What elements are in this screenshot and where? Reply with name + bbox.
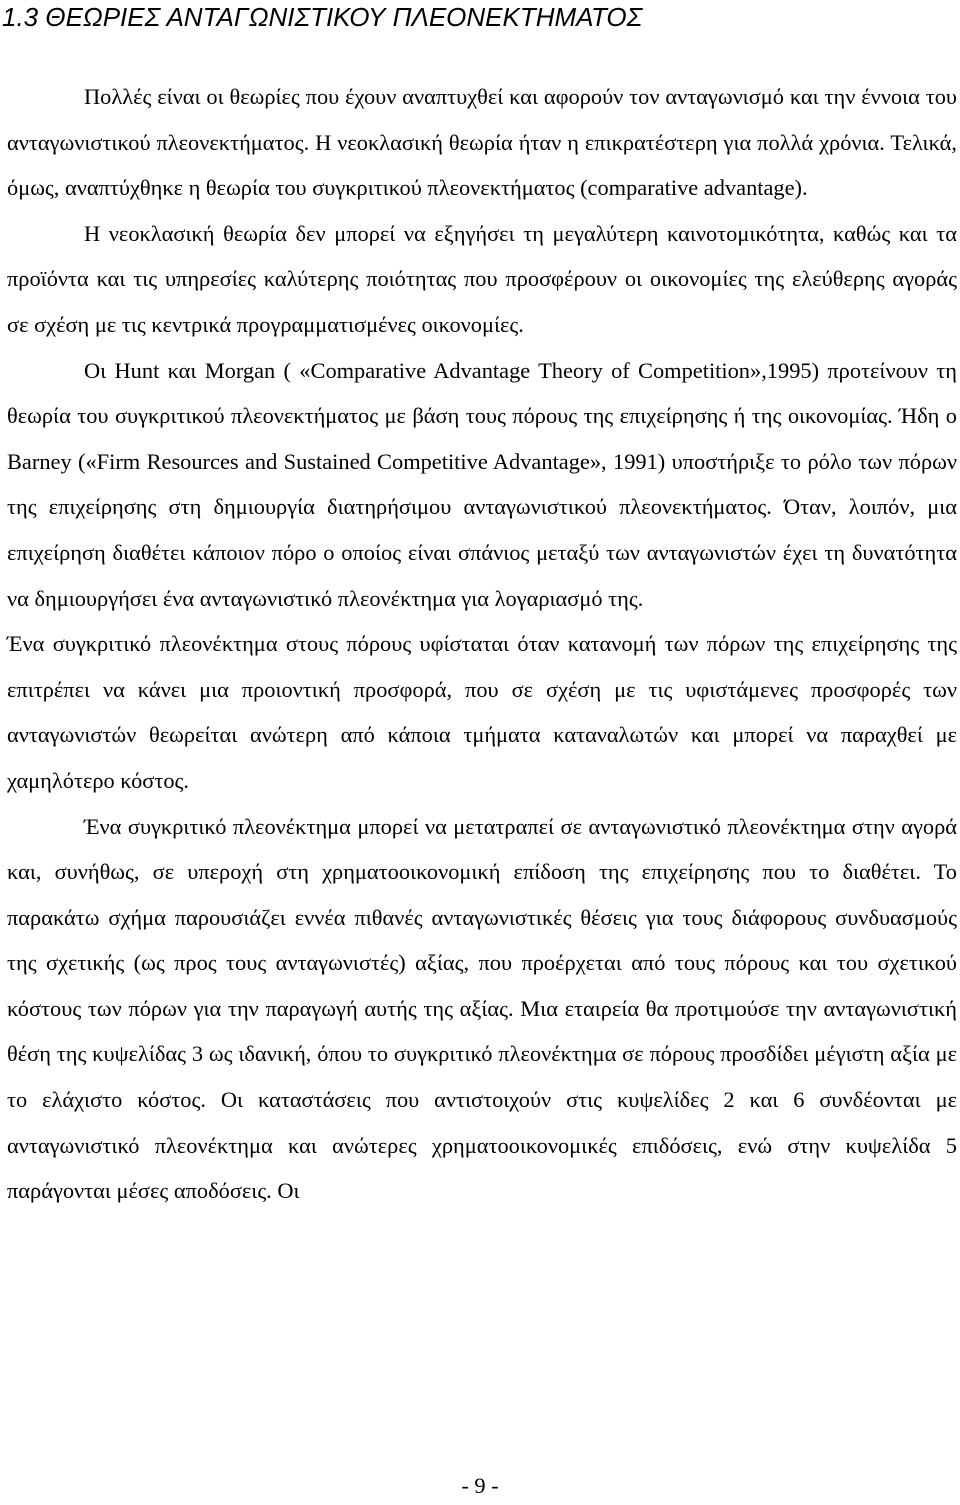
paragraph: Πολλές είναι οι θεωρίες που έχουν αναπτυχθεί και αφορούν τον ανταγωνισμό και την έννοια του ανταγωνιστικού πλεονεκτήματος. Η νεοκλασική θεωρία ήταν η επικρατέστερη για πολλά χρόνια. Τελικά, όμως, αναπτύχθηκε η θεωρία του συγκριτικού πλεονεκτήματος (comparative advantage). [7, 84, 957, 201]
paragraph: Ένα συγκριτικό πλεονέκτημα στους πόρους υφίσταται όταν κατανομή των πόρων της επιχείρησης της επιτρέπει να κάνει μια προιοντική προσφορά, που σε σχέση με τις υφιστάμενες προσφορές των ανταγωνιστών θεωρείται ανώτερη από κάποια τμήματα καταναλωτών και μπορεί να παραχθεί με χαμηλότερο κόστος. [7, 631, 957, 793]
page-number: - 9 - [461, 1473, 499, 1498]
paragraph: Οι Hunt και Morgan ( «Comparative Advantage Theory of Competition»,1995) προτείνουν τη θεωρία του συγκριτικού πλεονεκτήματος με βάση τους πόρους της επιχείρησης ή της οικονομίας. Ήδη ο Barney («Firm Resources and Sustained Competitive Advantage», 1991) υποστήριξε το ρόλο των πόρων της επιχείρησης στη δημιουργία διατηρήσιμου ανταγωνιστικού πλεονεκτήματος. Όταν, λοιπόν, μια επιχείρηση διαθέτει κάποιον πόρο ο οποίος είναι σπάνιος μεταξύ των ανταγωνιστών έχει τη δυνατότητα να δημιουργήσει ένα ανταγωνιστικό πλεονέκτημα για λογαριασμό της. [7, 357, 957, 611]
paragraph: Η νεοκλασική θεωρία δεν μπορεί να εξηγήσει τη μεγαλύτερη καινοτομικότητα, καθώς και τα προϊόντα και τις υπηρεσίες καλύτερης ποιότητας που προσφέρουν οι οικονομίες της ελεύθερης αγοράς σε σχέση με τις κεντρικά προγραμματισμένες οικονομίες. [7, 220, 957, 337]
section-heading: 1.3 ΘΕΩΡΙΕΣ ΑΝΤΑΓΩΝΙΣΤΙΚΟΥ ΠΛΕΟΝΕΚΤΗΜΑΤΟΣ [2, 2, 643, 32]
body-text [7, 74, 957, 1214]
paragraph: Ένα συγκριτικό πλεονέκτημα μπορεί να μετατραπεί σε ανταγωνιστικό πλεονέκτημα στην αγορά και, συνήθως, σε υπεροχή στη χρηματοοικονομική επίδοση της επιχείρησης που το διαθέτει. Το παρακάτω σχήμα παρουσιάζει εννέα πιθανές ανταγωνιστικές θέσεις για τους διάφορους συνδυασμούς της σχετικής (ως προς τους ανταγωνιστές) αξίας, που προέρχεται από τους πόρους και του σχετικού κόστους των πόρων για την παραγωγή αυτής της αξίας. Μια εταιρεία θα προτιμούσε την ανταγωνιστική θέση της κυψελίδας 3 ως ιδανική, όπου το συγκριτικό πλεονέκτημα σε πόρους προσδίδει μέγιστη αξία με το ελάχιστο κόστος. Οι καταστάσεις που αντιστοιχούν στις κυψελίδες 2 και 6 συνδέονται με ανταγωνιστικό πλεονέκτημα και ανώτερες χρηματοοικονομικές επιδόσεις, ενώ στην κυψελίδα 5 παράγονται μέσες αποδόσεις. Οι [7, 813, 957, 1204]
